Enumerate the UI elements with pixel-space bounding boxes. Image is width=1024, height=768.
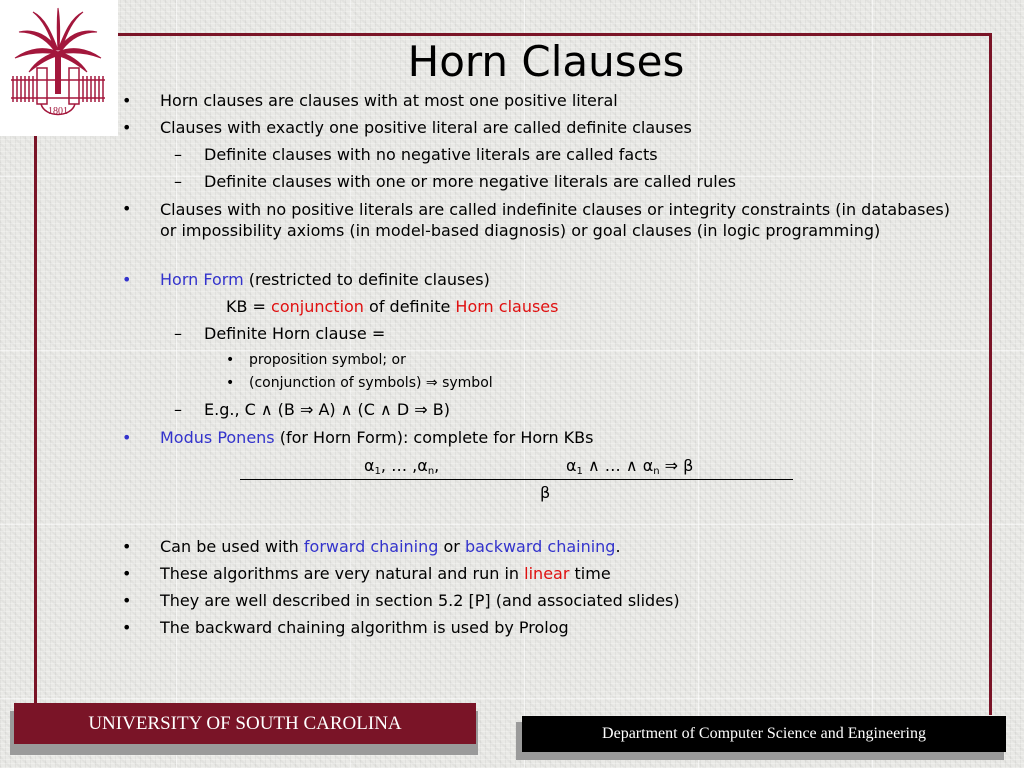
chaining-prefix: Can be used with (160, 537, 304, 556)
dash-marker: – (174, 324, 182, 343)
chaining-or: or (438, 537, 465, 556)
sub-bullet-example: E.g., C ∧ (B ⇒ A) ∧ (C ∧ D ⇒ B) (204, 400, 450, 419)
comma: , (434, 456, 440, 475)
bullet-marker: • (122, 270, 132, 289)
sub-bullet-definite-horn-clause: Definite Horn clause = (204, 324, 386, 343)
modus-ponens-premises-right (566, 456, 693, 475)
sub-bullet-rules: Definite clauses with one or more negative literals are called rules (204, 172, 736, 191)
bullet-marker: • (122, 591, 132, 610)
department-name: Department of Computer Science and Engineering (602, 725, 926, 742)
kb-prefix: KB = (226, 297, 272, 316)
linear-term: linear (524, 564, 570, 583)
kb-mid: of definite (363, 297, 456, 316)
horn-form-note: (restricted to definite clauses) (243, 270, 490, 289)
department-band (522, 716, 1006, 752)
bullet-marker: • (226, 375, 235, 391)
sub-sub-bullet-proposition: proposition symbol; or (249, 352, 406, 368)
bullet-horn-definition: Horn clauses are clauses with at most one positive literal (160, 91, 618, 110)
university-band (14, 703, 476, 744)
modus-ponens-conclusion: β (540, 483, 551, 502)
logo-year: 1801 (48, 106, 68, 117)
dash-marker: – (174, 400, 182, 419)
subscript: n (427, 466, 435, 477)
bullet-definite-clauses: Clauses with exactly one positive literal are called definite clauses (160, 118, 692, 137)
conjunction-term: conjunction (271, 297, 364, 316)
bullet-marker: • (122, 618, 132, 637)
modus-ponens-premises-left (364, 456, 439, 475)
bullet-linear-time (160, 564, 611, 583)
sub-bullet-facts: Definite clauses with no negative literals are called facts (204, 145, 658, 164)
dash-marker: – (174, 172, 182, 191)
bullet-modus-ponens (160, 428, 593, 447)
alpha: α (566, 456, 577, 475)
bullet-marker: • (122, 199, 132, 218)
implication: ⇒ β (659, 456, 694, 475)
bullet-chaining (160, 537, 621, 556)
chaining-period: . (615, 537, 621, 556)
slide-title: Horn Clauses (407, 37, 685, 86)
linear-suffix: time (569, 564, 611, 583)
ellipsis-alpha: , … ,α (380, 456, 428, 475)
modus-ponens-term: Modus Ponens (160, 428, 275, 447)
bullet-no-positive-literals: Clauses with no positive literals are called indefinite clauses or integrity constraints (in databases) or impossibility axioms (in model-based diagnosis) or goal clauses (in logic programming) (160, 200, 950, 240)
linear-prefix: These algorithms are very natural and run in (160, 564, 525, 583)
horn-clauses-term: Horn clauses (455, 297, 559, 316)
bullet-marker: • (122, 564, 132, 583)
kb-definition (226, 297, 558, 316)
bullet-marker: • (122, 537, 132, 556)
bullet-marker: • (122, 428, 132, 447)
forward-chaining-term: forward chaining (303, 537, 439, 556)
bullet-marker: • (122, 91, 132, 110)
subscript: n (653, 466, 660, 477)
subscript: 1 (374, 466, 381, 477)
bullet-prolog: The backward chaining algorithm is used by Prolog (160, 618, 569, 637)
horn-form-term: Horn Form (160, 270, 244, 289)
university-name: UNIVERSITY OF SOUTH CAROLINA (88, 712, 402, 734)
conjunction-chain: ∧ … ∧ α (582, 456, 654, 475)
inference-rule-line (240, 479, 793, 480)
bullet-horn-form (160, 270, 490, 289)
bullet-marker: • (122, 118, 132, 137)
modus-ponens-note: (for Horn Form): complete for Horn KBs (274, 428, 594, 447)
subscript: 1 (576, 466, 583, 477)
alpha: α (364, 456, 375, 475)
backward-chaining-term: backward chaining (464, 537, 616, 556)
sub-sub-bullet-conjunction: (conjunction of symbols) ⇒ symbol (249, 375, 493, 391)
bullet-section-reference: They are well described in section 5.2 [P] (and associated slides) (160, 591, 680, 610)
dash-marker: – (174, 145, 182, 164)
bullet-marker: • (226, 352, 235, 368)
